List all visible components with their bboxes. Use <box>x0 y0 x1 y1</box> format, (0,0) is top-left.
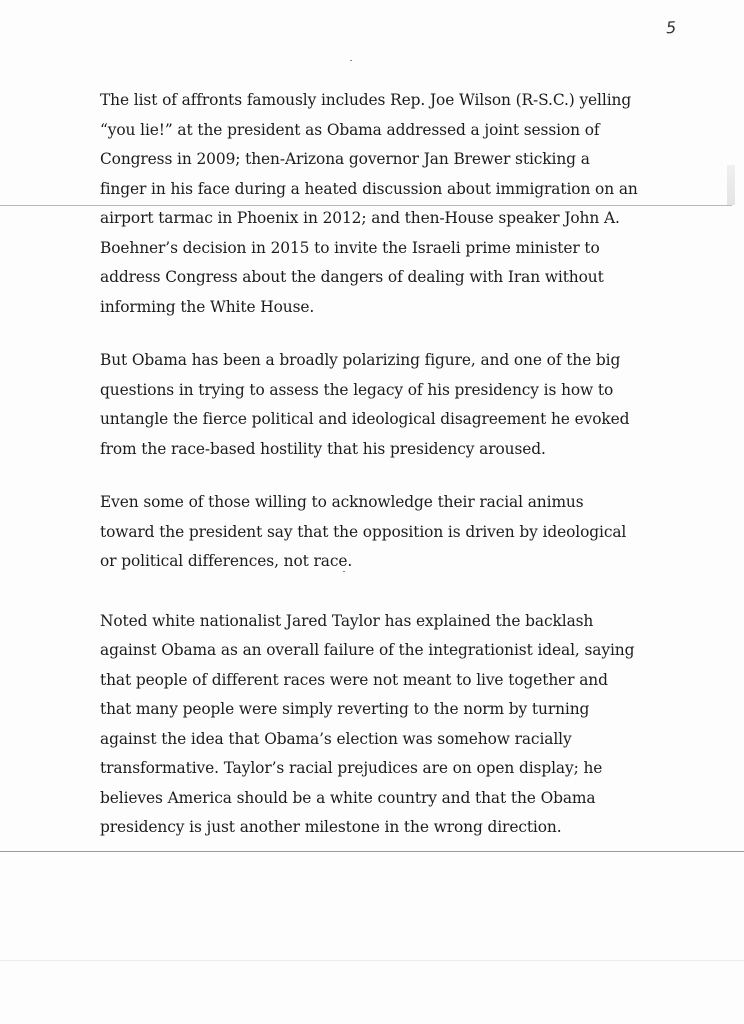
scan-edge-mark <box>727 165 735 205</box>
page-number: 5 <box>665 17 677 38</box>
article-body <box>100 86 640 867</box>
paragraph-3: Even some of those willing to acknowledge their racial animus toward the president say that the opposition is driven by ideological or political differences, not race. <box>100 493 627 570</box>
paragraph-2: But Obama has been a broadly polarizing figure, and one of the big questions in trying to assess the legacy of his presidency is how to untangle the fierce political and ideological disagreement he evoked from the race-based hostility that his presidency aroused. <box>100 351 630 458</box>
scan-speck <box>350 60 352 61</box>
scan-fold-line-faint <box>0 960 744 961</box>
paragraph-1: The list of affronts famously includes Rep. Joe Wilson (R-S.C.) yelling “you lie!” at the president as Obama addressed a joint session of Congress in 2009; then-Arizona governor Jan Brewer sticking a finger in his face during a heated discussion about immigration on an airport tarmac in Phoenix in 2012; and then-House speaker John A. Boehner’s decision in 2015 to invite the Israeli prime minister to address Congress about the dangers of dealing with Iran without informing the White House. <box>100 91 638 316</box>
paragraph-4: Noted white nationalist Jared Taylor has explained the backlash against Obama as an overall failure of the integrationist ideal, saying that people of different races were not meant to live together and that many people were simply reverting to the norm by turning against the idea that Obama’s election was somehow racially transformative. Taylor’s racial prejudices are on open display; he believes America should be a white country and that the Obama presidency is just another milestone in the wrong direction. <box>100 611 635 836</box>
